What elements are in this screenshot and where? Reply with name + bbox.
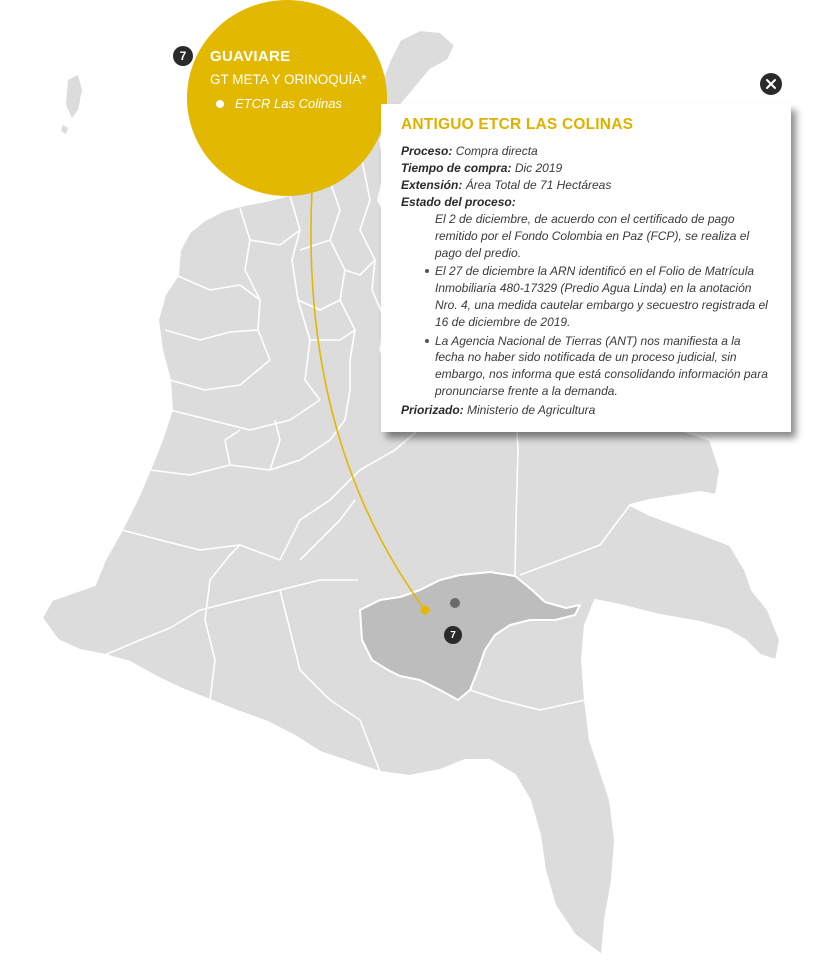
field-priorizado: Priorizado: Ministerio de Agricultura: [401, 402, 596, 417]
etcr-marker: [421, 606, 430, 615]
region-group: GT META Y ORINOQUÍA*: [210, 72, 367, 87]
bullet-icon: [216, 100, 224, 108]
list-item: El 2 de diciembre, de acuerdo con el certificado de pago remitido por el Fondo Colombia en Paz (FCP), se realiza el pago del predio.: [435, 212, 750, 260]
list-item: El 27 de diciembre la ARN identificó en el Folio de Matrícula Inmobiliaria 480-17329 (Predio Agua Linda) en la anotación Nro. 4, una medida cautelar embargo y secuestro registrada el 16 de diciembre de 2019.: [435, 263, 771, 330]
detail-panel: [381, 104, 791, 432]
etcr-item[interactable]: [216, 96, 342, 111]
island: [66, 75, 82, 118]
etcr-label: ETCR Las Colinas: [235, 96, 342, 111]
field-proceso: Proceso: Compra directa: [401, 144, 538, 158]
island: [61, 125, 68, 134]
panel-title: ANTIGUO ETCR LAS COLINAS: [401, 116, 634, 133]
list-item: La Agencia Nacional de Tierras (ANT) nos manifiesta a la fecha no haber sido notificada de un proceso judicial, sin embargo, nos informa que está consolidando información para pronunciarse frente a la demanda.: [435, 333, 771, 400]
map-number-badge[interactable]: 7: [444, 626, 462, 644]
close-button[interactable]: [760, 73, 782, 95]
field-extension: Extensión: Área Total de 71 Hectáreas: [401, 178, 612, 192]
close-icon: [765, 78, 777, 90]
location-marker: [450, 598, 460, 608]
region-name: GUAVIARE: [210, 48, 291, 65]
field-estado-label: Estado del proceso:: [401, 195, 516, 209]
region-number-badge: 7: [173, 46, 193, 66]
estado-list: [401, 211, 771, 400]
field-tiempo: Tiempo de compra: Dic 2019: [401, 161, 563, 175]
